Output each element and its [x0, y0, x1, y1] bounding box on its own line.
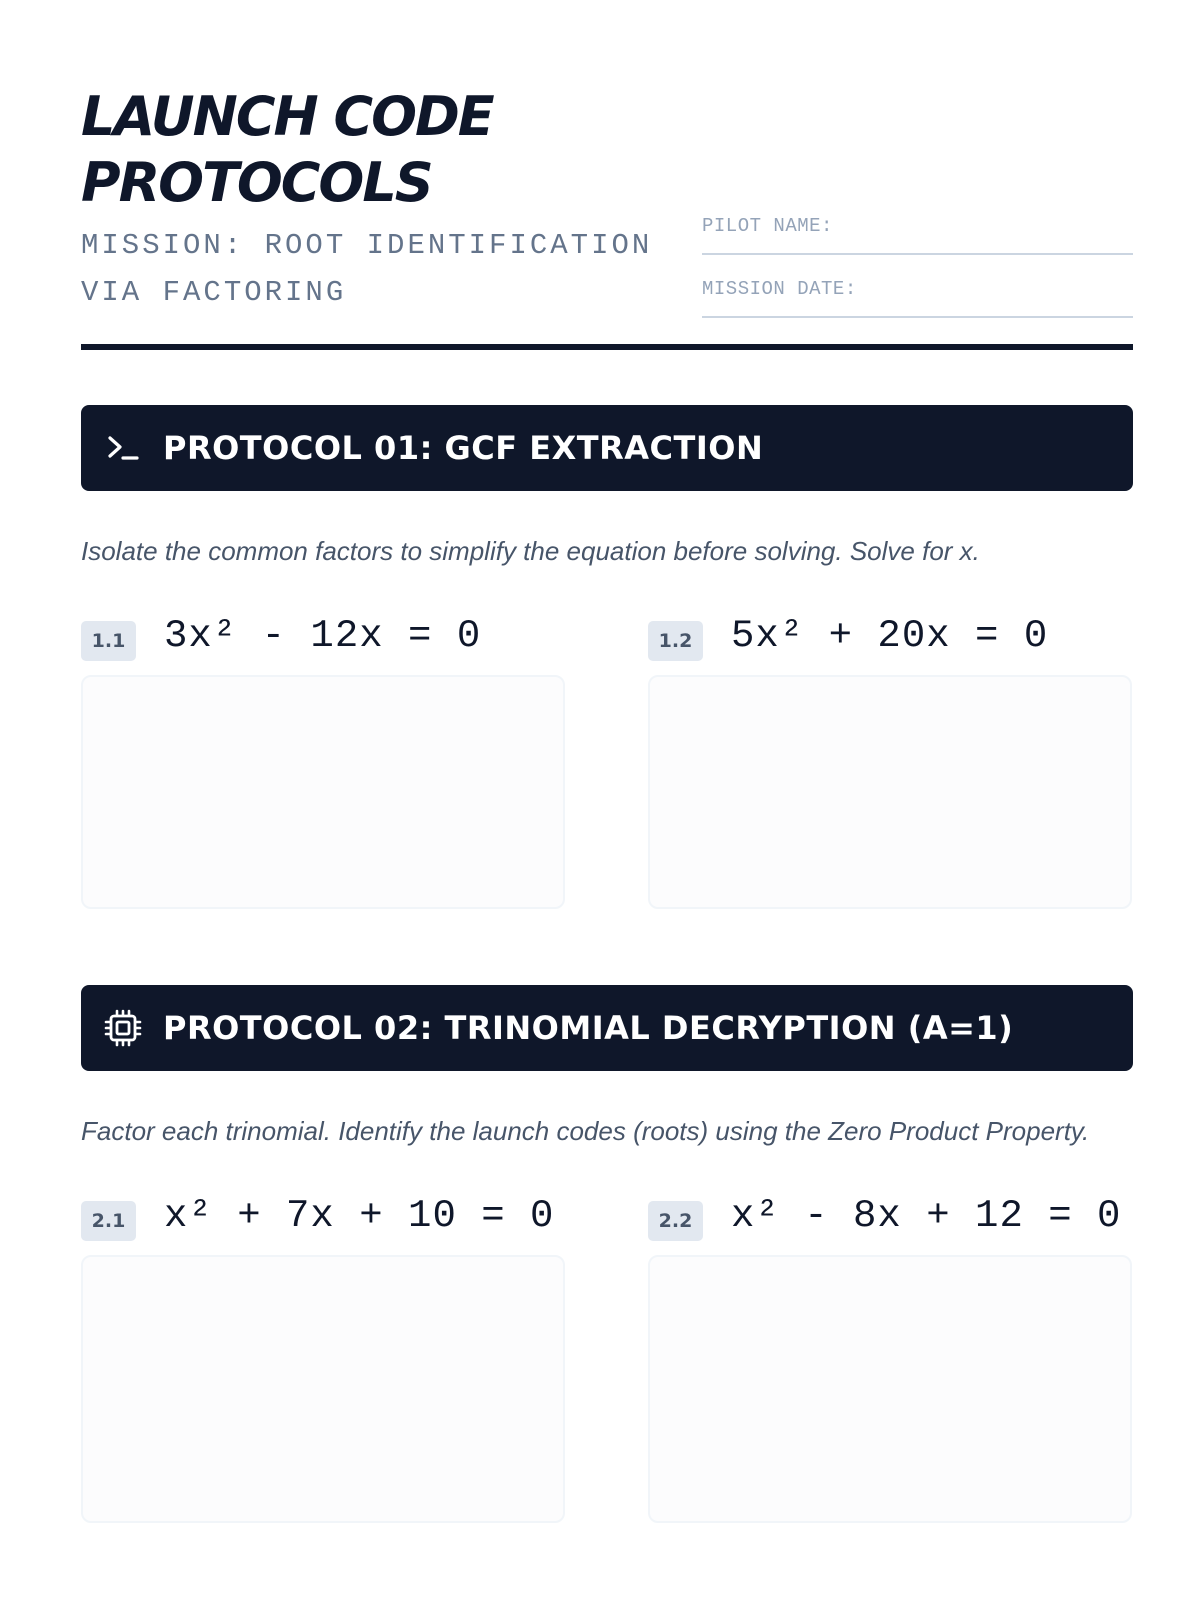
mission-date-label: MISSION DATE:: [702, 278, 857, 300]
problem-1-2: [648, 612, 1132, 660]
page-title: [81, 84, 493, 216]
protocol-02-banner: [81, 985, 1133, 1071]
title-line-2: PROTOCOLS: [81, 151, 432, 214]
header-divider: [81, 344, 1133, 350]
terminal-prompt-icon: [103, 428, 143, 468]
equation: 5x² + 20x = 0: [731, 614, 1049, 658]
problem-number-badge: 1.1: [81, 621, 136, 661]
problem-1-1: [81, 612, 565, 660]
protocol-01-instructions: Isolate the common factors to simplify the equation before solving. Solve for x.: [81, 536, 980, 566]
protocol-02-instructions: Factor each trinomial. Identify the launch codes (roots) using the Zero Product Property.: [81, 1116, 1090, 1146]
mission-subtitle: MISSION: ROOT IDENTIFICATION VIA FACTORING: [81, 229, 653, 309]
answer-workspace[interactable]: [648, 675, 1132, 909]
title-line-1: LAUNCH CODE: [81, 85, 493, 148]
cpu-chip-icon: [103, 1008, 143, 1048]
answer-workspace[interactable]: [648, 1255, 1132, 1523]
protocol-02-title: PROTOCOL 02: TRINOMIAL DECRYPTION (A=1): [163, 1009, 1014, 1047]
mission-fields: [702, 205, 1133, 331]
equation: 3x² - 12x = 0: [164, 614, 482, 658]
equation: x² + 7x + 10 = 0: [164, 1194, 555, 1238]
problem-2-2: [648, 1192, 1132, 1240]
problem-number-badge: 2.2: [648, 1201, 703, 1241]
protocol-01-banner: [81, 405, 1133, 491]
equation: x² - 8x + 12 = 0: [731, 1194, 1122, 1238]
problem-2-1: [81, 1192, 565, 1240]
answer-workspace[interactable]: [81, 675, 565, 909]
problem-number-badge: 2.1: [81, 1201, 136, 1241]
mission-date-field[interactable]: [702, 268, 1133, 318]
problem-number-badge: 1.2: [648, 621, 703, 661]
pilot-name-label: PILOT NAME:: [702, 215, 833, 237]
protocol-01-title: PROTOCOL 01: GCF EXTRACTION: [163, 429, 764, 467]
answer-workspace[interactable]: [81, 1255, 565, 1523]
pilot-name-field[interactable]: [702, 205, 1133, 255]
